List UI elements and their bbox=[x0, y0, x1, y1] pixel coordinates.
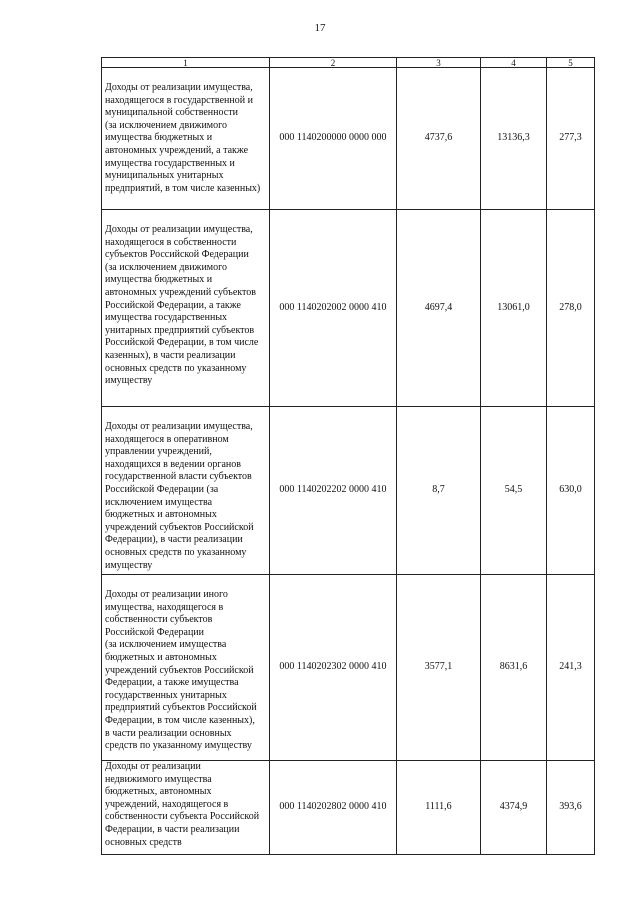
row-col5: 241,3 bbox=[547, 575, 595, 761]
table-row bbox=[102, 68, 595, 210]
revenue-table bbox=[101, 57, 595, 855]
table-header-row bbox=[102, 58, 595, 68]
row-name-cell bbox=[102, 761, 270, 855]
row-col3: 8,7 bbox=[397, 407, 481, 575]
column-header: 2 bbox=[270, 58, 397, 68]
table-row bbox=[102, 407, 595, 575]
row-code: 000 1140200000 0000 000 bbox=[270, 68, 397, 210]
column-header: 4 bbox=[481, 58, 547, 68]
page-number: 17 bbox=[314, 22, 326, 34]
row-col5: 630,0 bbox=[547, 407, 595, 575]
row-code: 000 1140202302 0000 410 bbox=[270, 575, 397, 761]
row-col3: 3577,1 bbox=[397, 575, 481, 761]
row-name: Доходы от реализации иного имущества, находящегося в собственности субъектов Российской Федерации (за исключением имущества бюджетных и автономных учреждений субъектов Российской Федерации, а также имущества государственных унитарных предприятий субъектов Российской Федерации, в том числе казенных), в части реализации основных средств по указанному имуществу bbox=[105, 589, 257, 752]
table-row bbox=[102, 761, 595, 855]
row-col5: 278,0 bbox=[547, 210, 595, 407]
row-code: 000 1140202202 0000 410 bbox=[270, 407, 397, 575]
column-header: 3 bbox=[397, 58, 481, 68]
row-name-cell bbox=[102, 68, 270, 210]
row-col4: 13136,3 bbox=[481, 68, 547, 210]
row-col4: 13061,0 bbox=[481, 210, 547, 407]
row-col3: 4697,4 bbox=[397, 210, 481, 407]
row-name-cell bbox=[102, 575, 270, 761]
row-name: Доходы от реализации недвижимого имущества бюджетных, автономных учреждений, находящегося в собственности субъекта Российской Федерации, в части реализации основных средств bbox=[105, 761, 260, 848]
column-header: 5 bbox=[547, 58, 595, 68]
row-col3: 1111,6 bbox=[397, 761, 481, 855]
row-col5: 393,6 bbox=[547, 761, 595, 855]
row-col4: 54,5 bbox=[481, 407, 547, 575]
row-col4: 8631,6 bbox=[481, 575, 547, 761]
row-name: Доходы от реализации имущества, находящегося в собственности субъектов Российской Федерации (за исключением движимого имущества бюджетных и автономных учреждений субъектов Российской Федерации, а также имущества государственных унитарных предприятий субъектов Российской Федерации, в том числе казенных), в части реализации основных средств по указанному имуществу bbox=[105, 224, 259, 387]
column-header: 1 bbox=[102, 58, 270, 68]
row-name: Доходы от реализации имущества, находящегося в государственной и муниципальной собственности (за исключением движимого имущества бюджетных и автономных учреждений, а также имущества государственных и муниципальных унитарных предприятий, в том числе казенных) bbox=[105, 82, 261, 194]
row-name: Доходы от реализации имущества, находящегося в оперативном управлении учреждений, находящихся в ведении органов государственной власти субъектов Российской Федерации (за исключением имущества бюджетных и автономных учреждений субъектов Российской Федерации), в части реализации основных средств по указанному имуществу bbox=[105, 421, 254, 571]
row-col5: 277,3 bbox=[547, 68, 595, 210]
row-code: 000 1140202802 0000 410 bbox=[270, 761, 397, 855]
row-name-cell bbox=[102, 407, 270, 575]
table-row bbox=[102, 210, 595, 407]
table-row bbox=[102, 575, 595, 761]
row-code: 000 1140202002 0000 410 bbox=[270, 210, 397, 407]
row-col4: 4374,9 bbox=[481, 761, 547, 855]
row-col3: 4737,6 bbox=[397, 68, 481, 210]
row-name-cell bbox=[102, 210, 270, 407]
